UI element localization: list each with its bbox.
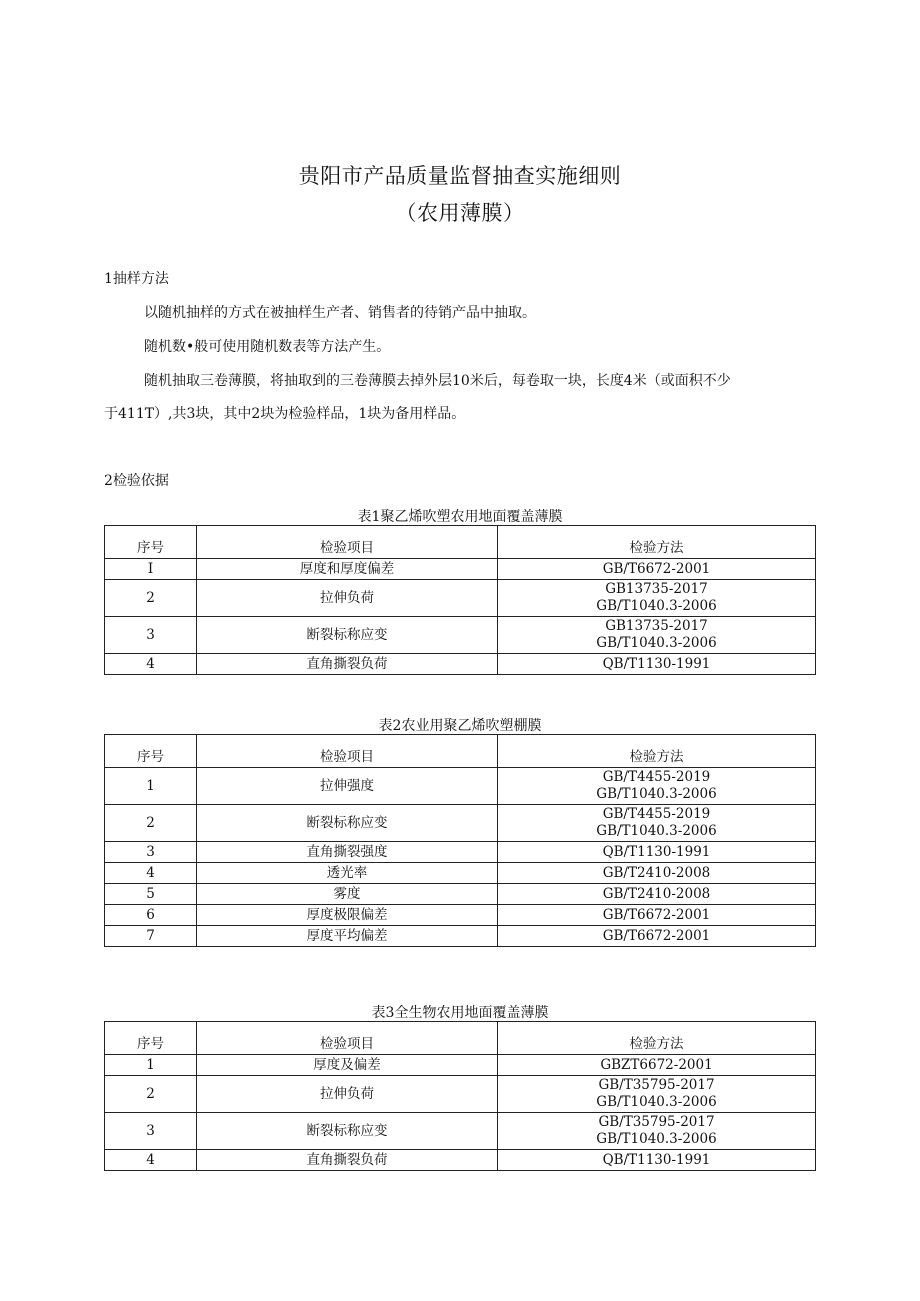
row-item: 雾度	[197, 884, 498, 905]
table-3	[104, 1021, 816, 1171]
table-row	[105, 1113, 816, 1150]
table-row	[105, 617, 816, 654]
method-standard: GB/T4455-2019	[602, 769, 711, 785]
table-row	[105, 842, 816, 863]
table-header-row	[105, 735, 816, 768]
header-no: 序号	[105, 526, 197, 559]
row-method: QB/T1130-1991	[498, 1150, 816, 1171]
row-method	[498, 768, 816, 805]
row-item: 断裂标称应变	[197, 617, 498, 654]
row-method	[498, 580, 816, 617]
row-no: 3	[105, 842, 197, 863]
row-method: QB/T1130-1991	[498, 654, 816, 675]
table-header-row	[105, 526, 816, 559]
method-standard: GB/T35795-2017	[598, 1077, 715, 1093]
table-row	[105, 863, 816, 884]
header-item: 检验项目	[197, 1022, 498, 1055]
table-row	[105, 805, 816, 842]
table-row	[105, 559, 816, 580]
row-item: 断裂标称应变	[197, 805, 498, 842]
row-no: 4	[105, 1150, 197, 1171]
table-1	[104, 525, 816, 675]
row-method	[498, 1113, 816, 1150]
row-method	[498, 805, 816, 842]
row-item: 透光率	[197, 863, 498, 884]
row-no: 5	[105, 884, 197, 905]
row-no: 2	[105, 580, 197, 617]
header-item: 检验项目	[197, 735, 498, 768]
row-item: 厚度及偏差	[197, 1055, 498, 1076]
method-standard: GB/T35795-2017	[598, 1114, 715, 1130]
method-standard: GB/T1040.3-2006	[596, 1131, 717, 1147]
table-2	[104, 734, 816, 947]
table-row	[105, 1076, 816, 1113]
header-no: 序号	[105, 735, 197, 768]
section-1-heading: 1抽样方法	[104, 271, 169, 287]
header-method: 检验方法	[498, 1022, 816, 1055]
row-no: 7	[105, 926, 197, 947]
row-method: GB/T2410-2008	[498, 884, 816, 905]
method-standard: GB/T1040.3-2006	[596, 786, 717, 802]
row-no: 2	[105, 805, 197, 842]
row-method: QB/T1130-1991	[498, 842, 816, 863]
row-no: 3	[105, 1113, 197, 1150]
section-1-paragraph-2: 随机数•般可使用随机数表等方法产生。	[144, 339, 391, 355]
row-item: 直角撕裂负荷	[197, 654, 498, 675]
row-method	[498, 1076, 816, 1113]
table-row	[105, 1150, 816, 1171]
row-item: 断裂标称应变	[197, 1113, 498, 1150]
header-item: 检验项目	[197, 526, 498, 559]
row-no: 3	[105, 617, 197, 654]
section-1-paragraph-1: 以随机抽样的方式在被抽样生产者、销售者的待销产品中抽取。	[144, 305, 536, 321]
row-no: 4	[105, 863, 197, 884]
table-row	[105, 580, 816, 617]
row-item: 厚度平均偏差	[197, 926, 498, 947]
row-no: 1	[105, 768, 197, 805]
table-row	[105, 654, 816, 675]
row-item: 拉伸强度	[197, 768, 498, 805]
header-method: 检验方法	[498, 735, 816, 768]
row-no: 6	[105, 905, 197, 926]
document-title: 贵阳市产品质量监督抽查实施细则	[298, 164, 622, 188]
row-no: 2	[105, 1076, 197, 1113]
section-1-paragraph-3-continued: 于411T）,共3块，其中2块为检验样品，1块为备用样品。	[104, 406, 466, 422]
row-method: GB/T6672-2001	[498, 926, 816, 947]
row-no: 4	[105, 654, 197, 675]
row-item: 直角撕裂负荷	[197, 1150, 498, 1171]
header-no: 序号	[105, 1022, 197, 1055]
row-no: 1	[105, 1055, 197, 1076]
row-method: GBZT6672-2001	[498, 1055, 816, 1076]
section-1-paragraph-3: 随机抽取三卷薄膜，将抽取到的三卷薄膜去掉外层10米后，每卷取一块，长度4米（或面积不少	[144, 373, 731, 389]
header-method: 检验方法	[498, 526, 816, 559]
row-item: 厚度极限偏差	[197, 905, 498, 926]
section-2-heading: 2检验依据	[104, 473, 169, 489]
row-method: GB/T6672-2001	[498, 559, 816, 580]
document-subtitle: （农用薄膜）	[395, 201, 525, 225]
table-3-caption: 表3全生物农用地面覆盖薄膜	[371, 1005, 549, 1021]
row-method: GB/T2410-2008	[498, 863, 816, 884]
method-standard: GB/T1040.3-2006	[596, 823, 717, 839]
row-no: I	[105, 559, 197, 580]
table-row	[105, 926, 816, 947]
table-2-caption: 表2农业用聚乙烯吹塑棚膜	[378, 718, 542, 734]
method-standard: GB/T1040.3-2006	[596, 635, 717, 651]
row-method	[498, 617, 816, 654]
row-method: GB/T6672-2001	[498, 905, 816, 926]
table-row	[105, 884, 816, 905]
table-header-row	[105, 1022, 816, 1055]
table-1-caption: 表1聚乙烯吹塑农用地面覆盖薄膜	[357, 509, 563, 525]
row-item: 拉伸负荷	[197, 1076, 498, 1113]
row-item: 厚度和厚度偏差	[197, 559, 498, 580]
method-standard: GB/T1040.3-2006	[596, 598, 717, 614]
table-row	[105, 1055, 816, 1076]
method-standard: GB/T4455-2019	[602, 806, 711, 822]
table-row	[105, 768, 816, 805]
method-standard: GB13735-2017	[605, 618, 708, 634]
row-item: 直角撕裂强度	[197, 842, 498, 863]
table-row	[105, 905, 816, 926]
method-standard: GB13735-2017	[605, 581, 708, 597]
row-item: 拉伸负荷	[197, 580, 498, 617]
method-standard: GB/T1040.3-2006	[596, 1094, 717, 1110]
